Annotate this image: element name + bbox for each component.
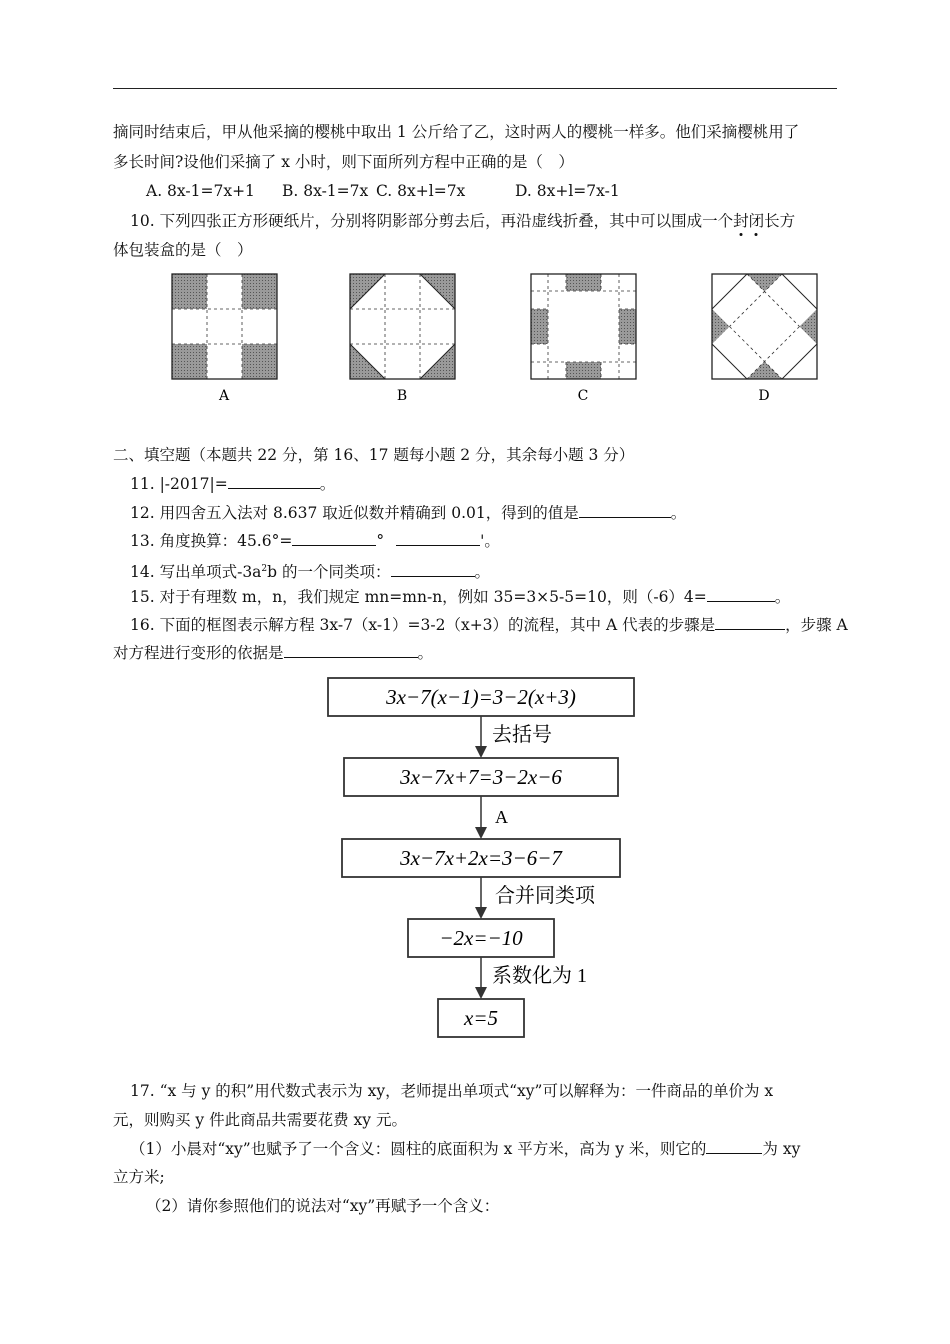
q11-answer-blank[interactable] <box>228 474 320 489</box>
figure-d-label: D <box>758 388 770 404</box>
q10-line-2: 体包装盒的是（ ） <box>113 241 253 259</box>
figure-a <box>172 274 277 379</box>
q11-end: 。 <box>319 475 336 493</box>
q10-emphasis-2: 闭 <box>748 212 765 230</box>
q9-line-2: 多长时间?设他们采摘了 x 小时，则下面所列方程中正确的是（ ） <box>113 153 574 171</box>
q16-text: 16. 下面的框图表示解方程 3x-7（x-1）=3-2（x+3）的流程，其中 A 代表的步骤是 <box>130 616 716 634</box>
figure-b <box>350 274 455 379</box>
flow-box-1-text: 3x−7(x−1)=3−2(x+3) <box>386 685 576 709</box>
q15 <box>130 587 790 607</box>
figure-c <box>531 274 636 379</box>
q13 <box>130 531 500 551</box>
figure-c-label: C <box>577 388 589 404</box>
q11 <box>130 474 335 494</box>
q9-line-1: 摘同时结束后，甲从他采摘的樱桃中取出 1 公斤给了乙，这时两人的樱桃一样多。他们采摘樱桃用了 <box>113 123 800 141</box>
q17-part-1-text: （1）小晨对“xy”也赋予了一个含义：圆柱的底面积为 x 平方米，高为 y 米，则它的 <box>130 1140 707 1158</box>
q16-basis-text: 对方程进行变形的依据是 <box>113 644 284 662</box>
figure-a-label: A <box>218 388 230 404</box>
section-2-heading: 二、填空题（本题共 22 分，第 16、17 题每小题 2 分，其余每小题 3 分） <box>113 446 635 464</box>
q13-degree-blank[interactable] <box>292 531 376 546</box>
q14-text-post: b 的一个同类项： <box>267 563 391 582</box>
flow-box-5-text: x=5 <box>464 1006 498 1030</box>
flow-step-1: 去括号 <box>492 724 552 746</box>
q10-text-a: 10. 下列四张正方形硬纸片，分别将阴影部分剪去后，再沿虚线折叠，其中可以围成一个 <box>130 212 734 230</box>
q12-answer-blank[interactable] <box>579 503 671 518</box>
q12-text: 12. 用四舍五入法对 8.637 取近似数并精确到 0.01，得到的值是 <box>130 504 579 522</box>
flow-box-3-text: 3x−7x+2x=3−6−7 <box>400 846 562 870</box>
q9-option-b: B. 8x-1=7x <box>282 182 369 200</box>
q16-basis-blank[interactable] <box>284 643 418 658</box>
q15-answer-blank[interactable] <box>707 587 775 602</box>
solving-flowchart <box>320 668 650 1048</box>
q10-text-b: 长方 <box>764 212 796 230</box>
q15-text: 15. 对于有理数 m，n，我们规定 mn=mn-n，例如 35=3×5-5=10，则（-6）4= <box>130 588 707 606</box>
q16-text-end: ，步骤 A <box>785 616 848 634</box>
q13-degree-symbol: ° <box>376 532 385 550</box>
q9-option-a: A. 8x-1=7x+1 <box>146 182 255 200</box>
q17-part-1-blank[interactable] <box>706 1139 762 1154</box>
q9-option-d: D. 8x+l=7x-1 <box>515 182 620 200</box>
q13-text: 13. 角度换算：45.6°= <box>130 532 293 550</box>
figure-d <box>712 274 817 379</box>
q9-option-c: C. 8x+l=7x <box>376 182 466 200</box>
q16-line-2 <box>113 643 433 663</box>
flow-box-4-text: −2x=−10 <box>439 926 523 950</box>
q13-minute-blank[interactable] <box>396 531 480 546</box>
q10-emphasis-1: 封 <box>733 212 749 230</box>
q12-end: 。 <box>670 504 687 522</box>
q12 <box>130 503 686 523</box>
q11-text: 11. |-2017|= <box>130 475 228 493</box>
q13-end: '。 <box>480 532 500 550</box>
q15-end: 。 <box>774 588 791 606</box>
q17-part-1 <box>130 1139 800 1159</box>
flow-box-2-text: 3x−7x+7=3−2x−6 <box>400 765 562 789</box>
header-rule <box>113 88 837 89</box>
q10-line-1 <box>130 211 795 231</box>
flow-step-4: 系数化为 1 <box>492 965 587 987</box>
figure-b-label: B <box>396 388 408 404</box>
q14 <box>130 559 490 582</box>
q16-step-blank[interactable] <box>715 615 785 630</box>
q14-superscript: 2 <box>261 564 268 574</box>
q14-text-pre: 14. 写出单项式-3a <box>130 563 262 582</box>
q17-part-1-line-2: 立方米; <box>113 1168 165 1186</box>
folding-figures <box>160 262 830 412</box>
flow-step-3: 合并同类项 <box>495 885 595 907</box>
flow-step-2: A <box>495 807 508 827</box>
q17-part-1-end: 为 xy <box>762 1140 801 1158</box>
q14-answer-blank[interactable] <box>391 562 475 577</box>
q17-line-1: 17. “x 与 y 的积”用代数式表示为 xy，老师提出单项式“xy”可以解释为：一件商品的单价为 x <box>130 1082 774 1100</box>
q17-line-2: 元，则购买 y 件此商品共需要花费 xy 元。 <box>113 1111 407 1129</box>
q16-basis-end: 。 <box>417 644 434 662</box>
q17-part-2: （2）请你参照他们的说法对“xy”再赋予一个含义： <box>146 1197 500 1215</box>
q14-end: 。 <box>474 563 491 582</box>
q16-line-1 <box>130 615 848 635</box>
